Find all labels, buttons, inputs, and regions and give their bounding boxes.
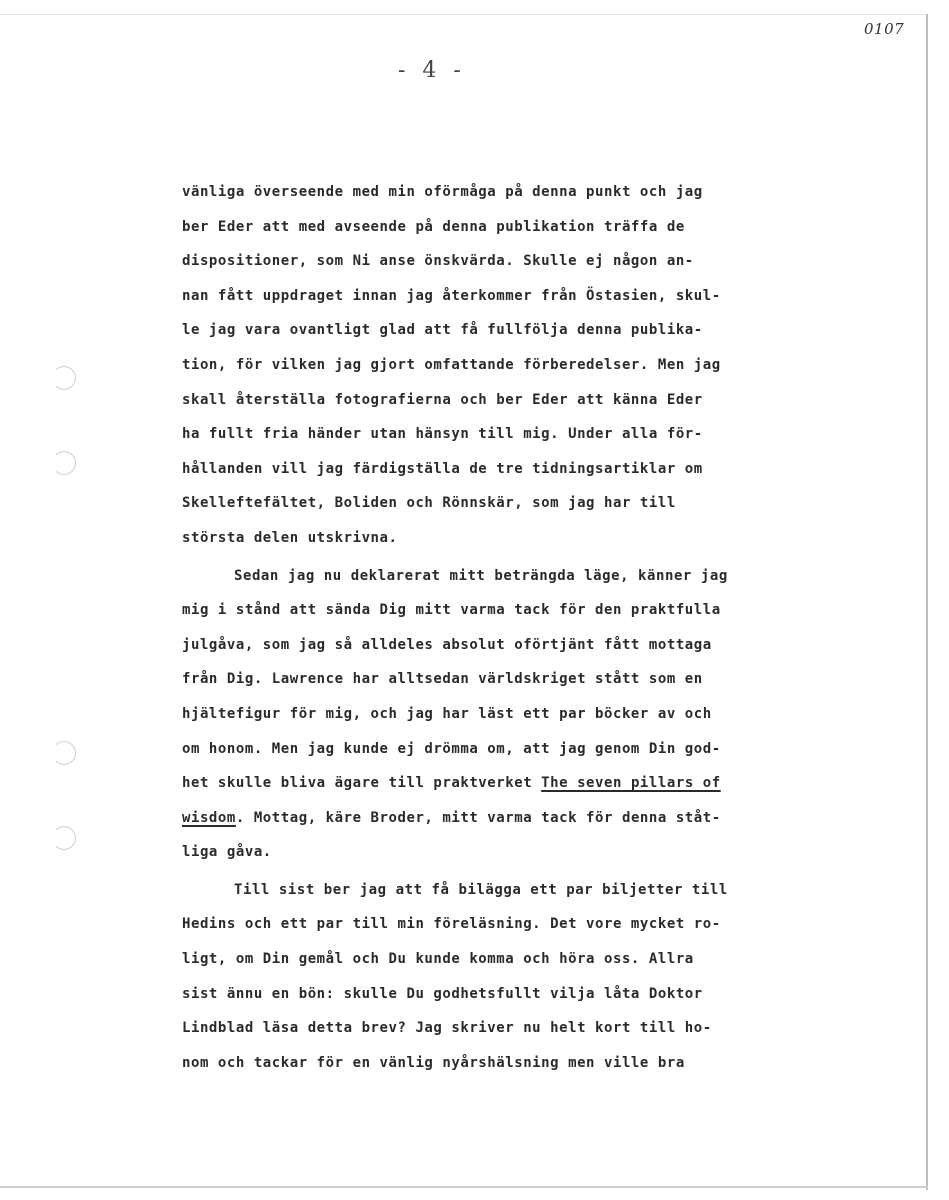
text-segment: . Mottag, käre Broder, mitt varma tack för denna ståt- bbox=[235, 809, 721, 826]
text-line: om honom. Men jag kunde ej drömma om, att jag genom Din god- bbox=[182, 740, 721, 757]
text-line: ligt, om Din gemål och Du kunde komma och höra oss. Allra bbox=[182, 951, 694, 968]
paragraph-1 bbox=[182, 175, 822, 556]
text-line: mig i stånd att sända Dig mitt varma tack för den praktfulla bbox=[182, 602, 721, 619]
text-line: största delen utskrivna. bbox=[182, 529, 398, 546]
text-line: skall återställa fotografierna och ber Eder att känna Eder bbox=[182, 391, 703, 408]
text-line: sist ännu en bön: skulle Du godhetsfullt vilja låta Doktor bbox=[182, 985, 703, 1002]
book-title: The seven pillars of bbox=[541, 775, 721, 792]
text-line bbox=[182, 766, 822, 801]
page-edge-right bbox=[926, 14, 928, 1190]
text-line: hållanden vill jag färdigställa de tre tidningsartiklar om bbox=[182, 460, 703, 477]
paragraph-3 bbox=[182, 873, 822, 1081]
text-line: Hedins och ett par till min föreläsning. Det vore mycket ro- bbox=[182, 916, 721, 933]
punch-hole-4 bbox=[52, 826, 76, 850]
text-line: nan fått uppdraget innan jag återkommer från Östasien, skul- bbox=[182, 287, 721, 304]
text-line: tion, för vilken jag gjort omfattande förberedelser. Men jag bbox=[182, 356, 721, 373]
text-line: nom och tackar för en vänlig nyårshälsning men ville bra bbox=[182, 1054, 685, 1071]
text-line: Till sist ber jag att få bilägga ett par biljetter till bbox=[234, 881, 728, 898]
text-segment: het skulle bliva ägare till praktverket bbox=[182, 775, 542, 792]
text-line: liga gåva. bbox=[182, 844, 272, 861]
text-line: vänliga överseende med min oförmåga på denna punkt och jag bbox=[182, 184, 703, 200]
text-line: Skelleftefältet, Boliden och Rönnskär, som jag har till bbox=[182, 495, 676, 512]
text-line: hjältefigur för mig, och jag har läst ett par böcker av och bbox=[182, 705, 712, 722]
text-line: ber Eder att med avseende på denna publikation träffa de bbox=[182, 218, 685, 235]
text-line: julgåva, som jag så alldeles absolut oförtjänt fått mottaga bbox=[182, 636, 712, 653]
paragraph-2 bbox=[182, 559, 822, 870]
text-line: le jag vara ovantligt glad att få fullfölja denna publika- bbox=[182, 322, 703, 339]
archive-number: 0107 bbox=[864, 20, 905, 38]
text-line: dispositioner, som Ni anse önskvärda. Skulle ej någon an- bbox=[182, 253, 694, 270]
page-edge-bottom bbox=[0, 1186, 928, 1188]
text-line: Sedan jag nu deklarerat mitt beträngda läge, känner jag bbox=[234, 567, 728, 584]
punch-hole-1 bbox=[52, 366, 76, 390]
punch-hole-2 bbox=[52, 451, 76, 475]
page-edge-top bbox=[0, 14, 928, 15]
punch-hole-3 bbox=[52, 741, 76, 765]
text-line: Lindblad läsa detta brev? Jag skriver nu helt kort till ho- bbox=[182, 1020, 712, 1037]
book-title: wisdom bbox=[182, 809, 236, 826]
text-line bbox=[182, 801, 822, 836]
text-line: ha fullt fria händer utan hänsyn till mig. Under alla för- bbox=[182, 426, 703, 443]
page-number: - 4 - bbox=[398, 58, 466, 83]
text-line: från Dig. Lawrence har alltsedan världskriget stått som en bbox=[182, 671, 703, 688]
letter-body bbox=[182, 175, 822, 1080]
